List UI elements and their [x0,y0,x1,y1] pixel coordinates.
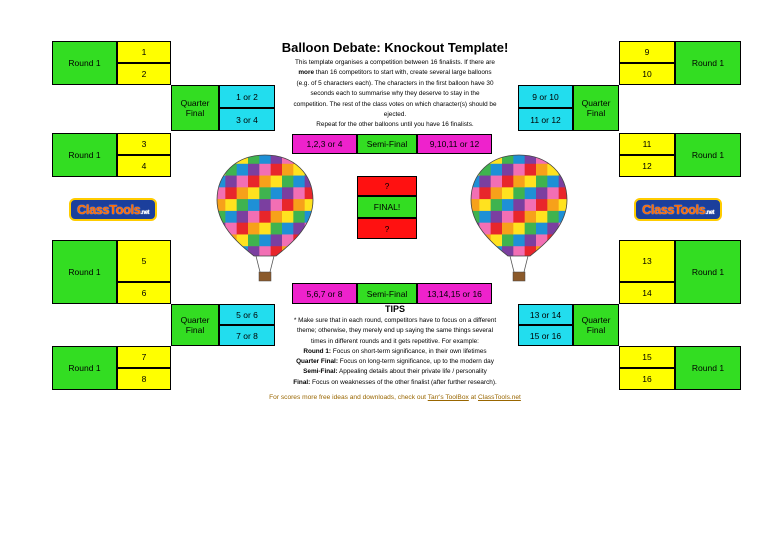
balloon-panel [491,176,503,188]
competitor-slot[interactable]: 1 [117,41,171,63]
balloon-panel [293,234,305,246]
intro-bold: more [298,69,315,77]
competitor-slot[interactable]: 11 [619,133,675,155]
balloon-panel [502,152,514,164]
round1-label: Round 1 [52,133,117,177]
balloon-panel [547,187,559,199]
footer-mid: at [468,394,478,401]
balloon-panel [468,246,480,258]
balloon-panel [271,187,283,199]
balloon-panel [271,176,283,188]
balloon-panel [282,234,294,246]
balloon-panel [491,164,503,176]
tips-bold: Final: [293,378,311,386]
balloon-panel [559,152,570,164]
balloon-panel [468,234,480,246]
balloon-panel [525,211,537,223]
balloon-panel [248,187,260,199]
balloon-panel [225,234,237,246]
balloon-panel [248,152,260,164]
balloon-panel [479,164,491,176]
classtools-logo: ClassTools.net [632,198,724,220]
tips-line [276,357,514,367]
tips-line: times in different rounds and it gets repetitive. For example: [311,337,479,345]
balloon-panel [237,187,249,199]
intro-line: Repeat for the other balloons until you have 16 finalists. [316,121,474,129]
balloon-panel [525,234,537,246]
balloon-panel [513,152,525,164]
balloon-panel [513,246,525,258]
balloon-panel [259,199,271,211]
balloon-panel [293,246,305,258]
balloon-panel [259,176,271,188]
balloon-panel [536,176,548,188]
balloon-panel [468,164,480,176]
balloon-panel [293,164,305,176]
balloon-panel [282,187,294,199]
round1-label: Round 1 [52,240,117,304]
hot-air-balloon-image [468,152,570,287]
balloon-panel [305,152,316,164]
semi-final-label: Semi-Final [357,283,417,304]
balloon-panel [305,199,316,211]
round1-label: Round 1 [675,240,741,304]
competitor-slot[interactable]: 3 [117,133,171,155]
intro-line: ejected. [383,111,407,119]
balloon-panel [282,211,294,223]
balloon-panel [259,187,271,199]
balloon-panel [305,176,316,188]
balloon-panel [513,164,525,176]
balloon-panel [225,152,237,164]
balloon-panel [547,176,559,188]
balloon-panel [513,211,525,223]
balloon-panel [237,164,249,176]
balloon-panel [259,211,271,223]
round1-label: Round 1 [675,346,741,390]
balloon-panel [479,176,491,188]
classtools-logo: ClassTools.net [67,198,159,220]
balloon-panel [479,187,491,199]
final-label: FINAL! [357,196,417,218]
balloon-panel [536,164,548,176]
competitor-slot[interactable]: 13 [619,240,675,282]
balloon-panel [479,234,491,246]
competitor-slot[interactable]: 5 [117,240,171,282]
balloon-panel [225,246,237,258]
balloon-panel [491,187,503,199]
balloon-panel [536,187,548,199]
balloon-panel [271,164,283,176]
balloon-panel [513,199,525,211]
balloon-panel [491,234,503,246]
round1-label: Round 1 [52,346,117,390]
balloon-panel [536,199,548,211]
balloon-panel [468,187,480,199]
balloon-panel [468,199,480,211]
round1-label: Round 1 [675,41,741,85]
balloon-panel [237,211,249,223]
balloon-panel [491,211,503,223]
tips-line [276,367,514,377]
balloon-panel [259,246,271,258]
balloon-panel [536,211,548,223]
quarter-final-slot[interactable]: 13 or 14 [518,304,573,325]
tips-text [276,316,514,388]
balloon-panel [547,234,559,246]
balloon-panel [282,223,294,235]
balloon-panel [248,164,260,176]
balloon-panel [259,234,271,246]
balloon-panel [214,176,226,188]
balloon-panel [259,164,271,176]
semi-final-slot[interactable]: 9,10,11 or 12 [417,134,492,154]
balloon-panel [237,199,249,211]
balloon-panel [248,199,260,211]
balloon-panel [259,152,271,164]
finalist-slot[interactable]: ? [357,176,417,196]
tips-line [276,347,514,357]
intro-text [276,58,514,131]
page-title: Balloon Debate: Knockout Template! [281,40,509,55]
quarter-final-slot[interactable]: 15 or 16 [518,325,573,346]
quarter-final-slot[interactable]: 3 or 4 [219,108,275,131]
balloon-panel [513,234,525,246]
balloon-panel [559,246,570,258]
balloon-panel [293,152,305,164]
competitor-slot[interactable]: 6 [117,282,171,304]
competitor-slot[interactable]: 7 [117,346,171,368]
footer-lead: For scores more free ideas and downloads, check out [269,394,428,401]
finalist-slot[interactable]: ? [357,218,417,239]
balloon-panel [536,246,548,258]
balloon-panel [293,176,305,188]
balloon-panel [559,187,570,199]
intro-line-rest: than 16 competitors to start with, create several large balloons [314,69,492,77]
balloon-panel [479,199,491,211]
hot-air-balloon-image [214,152,316,287]
balloon-panel [214,187,226,199]
balloon-panel [305,234,316,246]
balloon-panel [214,152,226,164]
balloon-panel [547,211,559,223]
balloon-panel [491,246,503,258]
balloon-panel [491,199,503,211]
balloon-panel [502,176,514,188]
competitor-slot[interactable]: 8 [117,368,171,390]
balloon-panel [282,164,294,176]
balloon-panel [479,211,491,223]
balloon-panel [293,211,305,223]
balloon-panel [248,211,260,223]
balloon-panel [513,187,525,199]
balloon-panel [525,199,537,211]
balloon-panel [214,199,226,211]
competitor-slot[interactable]: 16 [619,368,675,390]
balloon-panel [525,176,537,188]
tips-detail: Appealing details about their private life / personality [337,368,487,376]
balloon-panel [479,152,491,164]
tips-bold: Semi-Final: [303,368,338,376]
balloon-panel [513,223,525,235]
competitor-slot[interactable]: 12 [619,155,675,177]
competitor-slot[interactable]: 9 [619,41,675,63]
semi-final-slot[interactable]: 5,6,7 or 8 [292,283,357,304]
quarter-final-label: Quarter Final [573,304,619,346]
balloon-panel [502,164,514,176]
tips-line: * Make sure that in each round, competitors have to focus on a different [293,317,497,324]
balloon-panel [282,176,294,188]
balloon-panel [536,223,548,235]
balloon-panel [271,152,283,164]
balloon-panel [502,223,514,235]
balloon-panel [559,176,570,188]
tips-line: theme; otherwise, they merely end up saying the same things several [296,327,494,335]
balloon-panel [271,199,283,211]
balloon-panel [271,223,283,235]
balloon-panel [305,246,316,258]
balloon-panel [513,176,525,188]
balloon-panel [271,211,283,223]
round1-label: Round 1 [52,41,117,85]
balloon-panel [559,234,570,246]
competitor-slot[interactable]: 10 [619,63,675,85]
balloon-panel [225,187,237,199]
balloon-panel [525,223,537,235]
quarter-final-slot[interactable]: 11 or 12 [518,108,573,131]
balloon-panel [468,152,480,164]
balloon-panel [305,187,316,199]
intro-line [276,68,514,78]
balloon-panel [237,223,249,235]
balloon-panel [237,234,249,246]
tips-detail: Focus on weaknesses of the other finalist (after further research). [310,378,497,386]
quarter-final-slot[interactable]: 1 or 2 [219,85,275,108]
tips-detail: Focus on long-term significance, up to the modern day [337,358,494,366]
balloon-panel [248,223,260,235]
competitor-slot[interactable]: 14 [619,282,675,304]
balloon-panel [214,164,226,176]
intro-line: This template organises a competition between 16 finalists. If there are [295,59,495,66]
round1-label: Round 1 [675,133,741,177]
balloon-panel [282,199,294,211]
balloon-panel [525,164,537,176]
semi-final-slot[interactable]: 13,14,15 or 16 [417,283,492,304]
tips-line [276,378,514,388]
balloon-panel [536,234,548,246]
intro-line: competition. The rest of the class votes on which character(s) should be [293,100,497,108]
quarter-final-slot[interactable]: 9 or 10 [518,85,573,108]
balloon-panel [547,246,559,258]
tips-heading: TIPS [384,304,405,314]
competitor-slot[interactable]: 4 [117,155,171,177]
intro-line: seconds each to summarise why they deserve to stay in the [310,90,480,98]
toolbox-link[interactable]: Tarr's ToolBox [427,394,469,401]
quarter-final-label: Quarter Final [171,304,219,346]
balloon-panel [214,246,226,258]
quarter-final-label: Quarter Final [171,85,219,131]
competitor-slot[interactable]: 15 [619,346,675,368]
balloon-panel [547,152,559,164]
balloon-panel [237,246,249,258]
balloon-panel [225,211,237,223]
balloon-panel [502,234,514,246]
balloon-panel [237,176,249,188]
balloon-panel [293,199,305,211]
balloon-panel [502,187,514,199]
balloon-panel [559,164,570,176]
balloon-panel [305,164,316,176]
competitor-slot[interactable]: 2 [117,63,171,85]
balloon-panel [547,164,559,176]
classtools-link[interactable]: ClassTools.net [477,394,521,401]
balloon-panel [248,176,260,188]
semi-final-slot[interactable]: 1,2,3 or 4 [292,134,357,154]
balloon-panel [293,187,305,199]
balloon-panel [502,199,514,211]
quarter-final-slot[interactable]: 5 or 6 [219,304,275,325]
balloon-panel [305,211,316,223]
tips-bold: Round 1: [303,347,332,355]
footer-text [200,394,590,401]
balloon-panel [491,223,503,235]
balloon-panel [559,199,570,211]
balloon-panel [248,234,260,246]
tips-detail: Focus on short-term significance, in their own lifetimes [331,347,487,355]
balloon-panel [225,164,237,176]
quarter-final-slot[interactable]: 7 or 8 [219,325,275,346]
balloon-panel [502,211,514,223]
semi-final-label: Semi-Final [357,134,417,154]
balloon-panel [214,234,226,246]
balloon-panel [479,246,491,258]
quarter-final-label: Quarter Final [573,85,619,131]
intro-line: (e.g. of 5 characters each). The characters in the first balloon have 30 [296,79,494,87]
tips-bold: Quarter Final: [296,358,338,366]
balloon-panel [282,246,294,258]
balloon-panel [525,187,537,199]
balloon-panel [271,234,283,246]
balloon-panel [225,199,237,211]
balloon-panel [468,176,480,188]
balloon-panel [525,152,537,164]
balloon-panel [225,176,237,188]
balloon-panel [547,199,559,211]
balloon-panel [259,223,271,235]
balloon-panel [559,211,570,223]
